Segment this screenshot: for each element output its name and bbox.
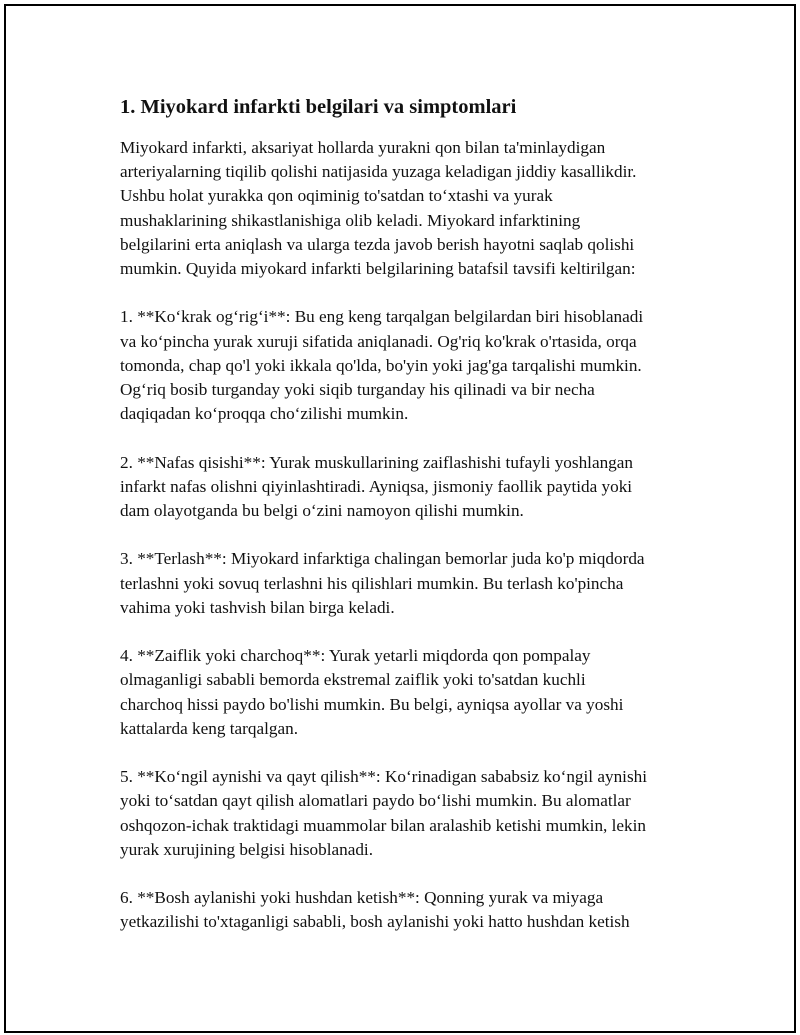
text-line: Ushbu holat yurakka qon oqiminig to'satdan to‘xtashi va yurak [120, 186, 553, 206]
text-line: belgilarini erta aniqlash va ularga tezda javob berish hayotni saqlab qolishi [120, 234, 635, 254]
document-body [120, 94, 700, 959]
text-line: arteriyalarning tiqilib qolishi natijasida yuzaga keladigan jiddiy kasallikdir. [120, 162, 637, 182]
paragraph-dizziness [120, 886, 700, 934]
text-line: dam olayotganda bu belgi o‘zini namoyon qilishi mumkin. [120, 501, 524, 521]
text-line: 3. **Terlash**: Miyokard infarktiga chalingan bemorlar juda ko'p miqdorda [120, 549, 645, 569]
paragraph-fatigue [120, 644, 700, 741]
paragraph-intro [120, 136, 700, 281]
text-line: daqiqadan ko‘proqqa cho‘zilishi mumkin. [120, 404, 409, 424]
paragraph-shortness-of-breath [120, 451, 700, 524]
text-line: vahima yoki tashvish bilan birga keladi. [120, 597, 395, 617]
text-line: infarkt nafas olishni qiyinlashtiradi. Ayniqsa, jismoniy faollik paytida yoki [120, 476, 633, 496]
text-line: 4. **Zaiflik yoki charchoq**: Yurak yetarli miqdorda qon pompalay [120, 646, 591, 666]
text-line: Miyokard infarkti, aksariyat hollarda yurakni qon bilan ta'minlaydigan [120, 138, 606, 157]
text-line: yurak xurujining belgisi hisoblanadi. [120, 839, 374, 859]
text-line: Og‘riq bosib turganday yoki siqib turganday his qilinadi va bir necha [120, 380, 595, 400]
text-line: olmaganligi sababli bemorda ekstremal zaiflik yoki to'satdan kuchli [120, 670, 586, 690]
text-line: charchoq hissi paydo bo'lishi mumkin. Bu belgi, ayniqsa ayollar va yoshi [120, 694, 624, 714]
text-line: tomonda, chap qo'l yoki ikkala qo'lda, bo'yin yoki jag'ga tarqalishi mumkin. [120, 355, 642, 375]
text-line: kattalarda keng tarqalgan. [120, 718, 298, 738]
text-line: 5. **Ko‘ngil aynishi va qayt qilish**: Ko‘rinadigan sababsiz ko‘ngil aynishi [120, 767, 648, 787]
text-line: yetkazilishi to'xtaganligi sababli, bosh aylanishi yoki hatto hushdan ketish [120, 912, 630, 932]
text-line: 6. **Bosh aylanishi yoki hushdan ketish**: Qonning yurak va miyaga [120, 888, 604, 908]
text-line: va ko‘pincha yurak xuruji sifatida aniqlanadi. Og'riq ko'krak o'rtasida, orqa [120, 331, 637, 351]
text-line: mushaklarining shikastlanishiga olib keladi. Miyokard infarktining [120, 210, 581, 230]
text-line: 2. **Nafas qisishi**: Yurak muskullarining zaiflashishi tufayli yoshlangan [120, 452, 633, 472]
paragraph-chest-pain [120, 305, 700, 426]
text-line: terlashni yoki sovuq terlashni his qilishlari mumkin. Bu terlash ko'pincha [120, 573, 624, 593]
paragraph-sweating [120, 547, 700, 620]
section-heading: 1. Miyokard infarkti belgilari va simptomlari [120, 96, 517, 118]
text-line: oshqozon-ichak traktidagi muammolar bilan aralashib ketishi mumkin, lekin [120, 815, 647, 835]
text-line: mumkin. Quyida miyokard infarkti belgilarining batafsil tavsifi keltirilgan: [120, 259, 636, 279]
paragraph-nausea [120, 765, 700, 862]
page-frame [4, 4, 796, 1033]
text-line: 1. **Ko‘krak og‘rig‘i**: Bu eng keng tarqalgan belgilardan biri hisoblanadi [120, 307, 644, 327]
text-line: yoki to‘satdan qayt qilish alomatlari paydo bo‘lishi mumkin. Bu alomatlar [120, 791, 631, 811]
